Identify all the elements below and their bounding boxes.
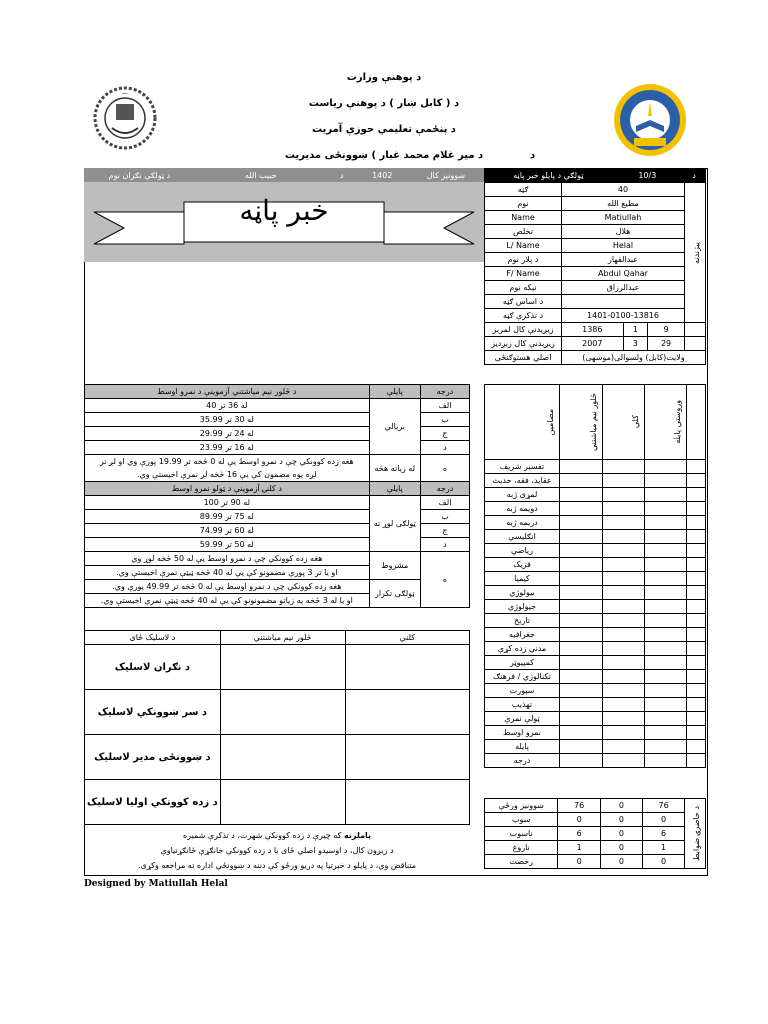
subject-score-cell	[687, 670, 706, 684]
subject-name: عقايد، فقه، حديث	[485, 474, 560, 488]
subject-score-cell	[644, 502, 686, 516]
subject-score-cell	[687, 600, 706, 614]
subject-score-cell	[602, 670, 644, 684]
sig-principal: د ښوونځی مدير لاسليک	[85, 735, 221, 780]
student-name: مطيع الله	[562, 197, 685, 211]
subject-score-cell	[687, 572, 706, 586]
subject-score-cell	[560, 740, 602, 754]
midterm-grading-title: د څلور نيم مياشتني آزموينې د نمرو اوسط	[85, 385, 370, 399]
subject-row	[485, 502, 706, 516]
subject-score-cell	[602, 460, 644, 474]
subject-row	[485, 712, 706, 726]
attendance-label: د حاضرۍ ضوابط	[692, 806, 701, 861]
subject-score-cell	[644, 726, 686, 740]
banner-title: خبر پاڼه	[239, 194, 329, 227]
base-number	[562, 295, 685, 309]
header-d-prefix: د	[530, 150, 536, 161]
subject-score-cell	[560, 712, 602, 726]
subject-score-cell	[687, 698, 706, 712]
subject-score-cell	[602, 656, 644, 670]
subject-score-cell	[602, 614, 644, 628]
subject-row	[485, 474, 706, 488]
subject-row	[485, 670, 706, 684]
subject-score-cell	[602, 712, 644, 726]
banner-area	[84, 182, 484, 262]
subject-row	[485, 572, 706, 586]
subject-score-cell	[687, 754, 706, 768]
subject-row	[485, 656, 706, 670]
subject-score-cell	[560, 754, 602, 768]
svg-text:ـــ: ـــ	[122, 89, 128, 96]
subject-score-cell	[560, 586, 602, 600]
subject-score-cell	[602, 642, 644, 656]
subject-row	[485, 460, 706, 474]
id-number: 1401-0100-13816	[562, 309, 685, 323]
subject-score-cell	[560, 530, 602, 544]
subject-score-cell	[644, 698, 686, 712]
ministry-seal-icon	[612, 80, 688, 160]
subject-score-cell	[687, 586, 706, 600]
subject-row	[485, 726, 706, 740]
subject-score-cell	[602, 516, 644, 530]
school-year: 1402	[356, 169, 408, 183]
teacher-name: حبيب الله	[194, 169, 327, 183]
subject-name: ټولې نمرې	[485, 712, 560, 726]
subject-score-cell	[644, 516, 686, 530]
subject-score-cell	[560, 628, 602, 642]
subject-score-cell	[644, 460, 686, 474]
subject-row	[485, 614, 706, 628]
subject-score-cell	[644, 670, 686, 684]
subject-score-cell	[687, 656, 706, 670]
subject-name: کيميا	[485, 572, 560, 586]
subject-score-cell	[687, 558, 706, 572]
midterm-grading-table: د څلور نيم مياشتني آزموينې د نمرو اوسط پايلې درجه له 36 تر 40 بريالي الف له 30 تر 35.99 ب له 24 تر 29.99 ج له 16 تر 23.99 د هغه زده کوونکي چې د نمرو اوسط يې له 0 څخه تر 19.99 پورې وي او لږ تر لږه يوه مضمون کې يې 16 څخه لږ نمرې اخيستې وي. له زياته هڅه ه د کلنۍ آزموينې د ټولو نمرو اوسط پايلې درجه له 90 تر 100 ټولګی لوړ ته الف له 75 تر 89.99 ب له 60 تر 74.99 ج له 50 تر 59.99 د هغه زده کوونکي چې د نمرو اوسط يې له 50 څخه لوړ وي مشروط ه او يا تر 3 پورې مضمونو کې يې له 40 څخه ټيټې نمرې اخيستې وي. هغه زده کوونکي چې د نمرو اوسط يې له 0 څخه تر 49.99 پورې وي. ټولګی تکرار او يا له 3 څخه په زياتو مضمونونو کې يې له 40 څخه ټيټې نمرې اخيستې وي.	[84, 384, 470, 608]
subject-name: تفسير شريف	[485, 460, 560, 474]
midterm-header: څلور نيم مياشتني	[588, 393, 598, 451]
subject-score-cell	[644, 572, 686, 586]
subject-name: پايله	[485, 740, 560, 754]
subject-name: جغرافيه	[485, 628, 560, 642]
header-school: د مير غلام محمد غبار ) ښوونځی مديريت	[284, 150, 484, 161]
subject-score-cell	[687, 516, 706, 530]
subject-score-cell	[644, 614, 686, 628]
subject-score-cell	[560, 698, 602, 712]
subject-score-cell	[602, 740, 644, 754]
subject-name: رياضي	[485, 544, 560, 558]
student-number: 40	[562, 183, 685, 197]
subject-row	[485, 558, 706, 572]
annual-grading-title: د کلنۍ آزموينې د ټولو نمرو اوسط	[85, 482, 370, 496]
subject-row	[485, 740, 706, 754]
subject-score-cell	[644, 656, 686, 670]
subject-score-cell	[687, 642, 706, 656]
subject-score-cell	[644, 754, 686, 768]
subject-score-cell	[602, 572, 644, 586]
subject-score-cell	[602, 558, 644, 572]
subject-name: تهذيب	[485, 698, 560, 712]
subject-name: جيولوژي	[485, 600, 560, 614]
subject-row	[485, 530, 706, 544]
subject-score-cell	[644, 474, 686, 488]
residence: ولايت(کابل) ولسوالی(موسهی)	[562, 351, 706, 365]
designer-credit: Designed by Matiullah Helal	[84, 879, 228, 889]
subject-score-cell	[644, 712, 686, 726]
subject-score-cell	[560, 572, 602, 586]
subject-row	[485, 516, 706, 530]
subjects-header: مضامين	[546, 408, 556, 436]
subject-row	[485, 698, 706, 712]
subject-score-cell	[560, 474, 602, 488]
sig-guardian: د زده کوونکي اوليا لاسليک	[85, 780, 221, 825]
subject-score-cell	[560, 600, 602, 614]
subject-score-cell	[560, 502, 602, 516]
subject-row	[485, 684, 706, 698]
subject-score-cell	[602, 530, 644, 544]
subject-score-cell	[644, 642, 686, 656]
subject-score-cell	[560, 642, 602, 656]
subject-name: دويمه ژبه	[485, 502, 560, 516]
subject-score-cell	[687, 502, 706, 516]
subject-score-cell	[602, 628, 644, 642]
subject-name: درجه	[485, 754, 560, 768]
subject-score-cell	[644, 558, 686, 572]
identity-table: ګڼه 40 پيژندنه نوم مطيع الله Name Matiullah تخلص هلال L/ Name Helal د پلار نوم عبدالقهار F/ Name Abdul Qahar نيکه نوم عبدالرزاق د اساس ګڼه د تذکرې ګڼه 1401-0100-13816 زيږيدنې کال لمريز 1386 1 9 زيږيدنې کال زيږديز 2007 3 29 اصلي هستوګنځی ولايت(کابل) ولسوالی(موسهی)	[484, 182, 706, 365]
subject-score-cell	[560, 670, 602, 684]
sig-head-teacher: د سر ښوونکي لاسليک	[85, 690, 221, 735]
subject-score-cell	[644, 628, 686, 642]
subject-score-cell	[560, 558, 602, 572]
subject-row	[485, 628, 706, 642]
class-grade: 10/3	[612, 169, 682, 183]
subject-score-cell	[602, 698, 644, 712]
subject-score-cell	[687, 628, 706, 642]
subject-score-cell	[560, 460, 602, 474]
subject-name: سپورت	[485, 684, 560, 698]
subject-row	[485, 754, 706, 768]
subject-name: کمپيوټر	[485, 656, 560, 670]
subject-score-cell	[687, 726, 706, 740]
student-lastname: هلال	[562, 225, 685, 239]
annual-header: کلي	[630, 415, 640, 429]
subject-score-cell	[602, 474, 644, 488]
subject-score-cell	[687, 460, 706, 474]
subject-score-cell	[644, 740, 686, 754]
subject-score-cell	[644, 684, 686, 698]
subject-score-cell	[644, 488, 686, 502]
subject-score-cell	[560, 516, 602, 530]
subject-score-cell	[560, 656, 602, 670]
header-directorate: د ( کابل ښار ) د پوهنې رياست	[308, 98, 460, 109]
header-ministry: د پوهنې وزارت	[346, 72, 422, 83]
subject-name: مدني زده کړې	[485, 642, 560, 656]
subject-score-cell	[687, 614, 706, 628]
subject-row	[485, 488, 706, 502]
subject-score-cell	[687, 544, 706, 558]
student-lastname-en: Helal	[562, 239, 685, 253]
subject-score-cell	[602, 726, 644, 740]
subject-score-cell	[602, 586, 644, 600]
subject-score-cell	[560, 544, 602, 558]
subject-score-cell	[560, 614, 602, 628]
subject-score-cell	[687, 712, 706, 726]
subject-name: بيولوژي	[485, 586, 560, 600]
subject-score-cell	[687, 530, 706, 544]
subject-name: نمرو اوسط	[485, 726, 560, 740]
subject-score-cell	[560, 684, 602, 698]
subject-score-cell	[602, 684, 644, 698]
student-name-en: Matiullah	[562, 211, 685, 225]
subject-score-cell	[644, 600, 686, 614]
subject-score-cell	[602, 600, 644, 614]
subject-name: انګليسي	[485, 530, 560, 544]
report-title: ټولګي د پايلو خبر پاڼه	[485, 169, 613, 183]
subject-score-cell	[602, 488, 644, 502]
subject-score-cell	[560, 488, 602, 502]
report-title-bar: ټولګي د پايلو خبر پاڼه 10/3 د	[484, 168, 706, 183]
subject-score-cell	[644, 544, 686, 558]
subjects-table	[484, 384, 706, 768]
subject-name: تاريخ	[485, 614, 560, 628]
subject-row	[485, 544, 706, 558]
subject-score-cell	[687, 474, 706, 488]
subject-score-cell	[602, 754, 644, 768]
subject-name: فزيک	[485, 558, 560, 572]
father-name-en: Abdul Qahar	[562, 267, 685, 281]
school-year-label: ښوونيز کال	[408, 169, 483, 183]
subject-name: تکنالوژي / فرهنګ	[485, 670, 560, 684]
subject-score-cell	[602, 502, 644, 516]
final-header: وروستي پايله	[673, 400, 683, 444]
subject-score-cell	[644, 530, 686, 544]
sig-teacher: د نګران لاسليک	[85, 645, 221, 690]
grandfather-name: عبدالرزاق	[562, 281, 685, 295]
subject-name: لمړی ژبه	[485, 488, 560, 502]
teacher-name-label: د ټولګې نګران نوم	[85, 169, 195, 183]
subject-score-cell	[602, 544, 644, 558]
subject-score-cell	[687, 684, 706, 698]
attendance-table: ښوونيز ورځې 76 0 76 د حاضرۍ ضوابط سوب 0 0 0 ناسوب 6 0 6 ناروغ 1 0 1 رخصت 0 0 0	[484, 798, 706, 869]
class-teacher-bar: د ټولګې نګران نوم حبيب الله د 1402 ښوونيز کال	[84, 168, 484, 183]
signature-table: د لاسليک ځای څلور نيم مياشتني کلني د نګران لاسليک د سر ښوونکي لاسليک د ښوونځی مدير لاسليک د زده کوونکي اوليا لاسليک	[84, 630, 470, 825]
subject-score-cell	[687, 740, 706, 754]
emirate-emblem-icon	[92, 80, 158, 158]
subject-name: دريمه ژبه	[485, 516, 560, 530]
subject-score-cell	[644, 586, 686, 600]
subject-score-cell	[687, 488, 706, 502]
notes: پاملرنه که چيرې د زده کوونکي شهرت، د تذکرې شميره د زيږون کال، د اوسيدو اصلي ځای يا د زده کوونکي خانګړې ځانګړتياوې متناقض وي، د پايلو د خبرتيا په دريو ورځو کې دننه د ښوونځي اداره ته مراجعه وکړی.	[137, 831, 417, 870]
header-district: د پنځمې تعليمي حوزې آمريت	[312, 124, 456, 135]
subject-row	[485, 642, 706, 656]
subject-row	[485, 600, 706, 614]
father-name: عبدالقهار	[562, 253, 685, 267]
subject-score-cell	[560, 726, 602, 740]
subject-row	[485, 586, 706, 600]
section-identity-label: پيژندنه	[692, 241, 701, 264]
